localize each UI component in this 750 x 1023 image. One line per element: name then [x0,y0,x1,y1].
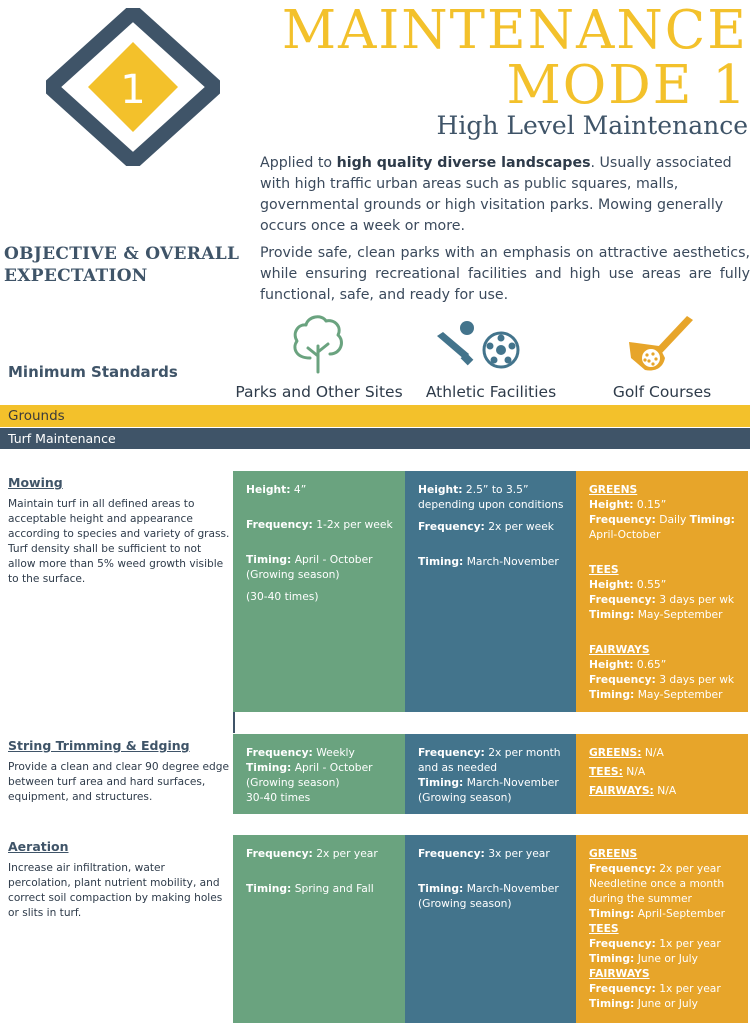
key: Frequency: [589,862,656,875]
tees-heading: TEES [589,563,619,576]
aeration-description: Increase air infiltration, water percolation, plant nutrient mobility, and correct soil compaction by making holes or slits in turf. [8,862,223,919]
value: N/A [641,746,664,759]
row-separator [233,712,748,733]
tree-icon [288,312,348,376]
value: 2x per week [484,520,554,533]
page-title-line2: MODE 1 [506,55,748,116]
key: Timing: [589,997,635,1010]
value: April - October (Growing season) [246,553,373,581]
tees-heading: TEES: [589,765,623,778]
category-athletic-label: Athletic Facilities [425,383,557,401]
key: Height: [418,483,463,496]
mode-1-logo [46,8,220,166]
trimming-parks-cell [233,734,405,814]
key: Timing: [589,907,635,920]
value: May-September [634,688,723,701]
fairways-heading: FAIRWAYS [589,967,650,980]
key: Timing: [689,513,735,526]
value: 1x per year [655,937,721,950]
aeration-athletic-cell [405,835,576,1023]
logo-number: 1 [120,67,146,113]
mowing-title: Mowing [8,475,63,490]
trimming-athletic-cell [405,734,576,814]
turf-maintenance-label: Turf Maintenance [8,431,116,446]
note: 30-40 times [246,791,311,804]
key: Frequency: [418,520,485,533]
category-golf-label: Golf Courses [612,383,712,401]
category-parks-label: Parks and Other Sites [235,383,403,401]
key: Frequency: [418,746,485,759]
key: Frequency: [246,746,313,759]
sports-equipment-icon [435,312,525,376]
key: Timing: [418,555,464,568]
intro-bold: high quality diverse landscapes [336,155,591,171]
key: Height: [246,483,291,496]
key: Frequency: [589,513,656,526]
fairways-heading: FAIRWAYS: [589,784,654,797]
mowing-description: Maintain turf in all defined areas to acceptable height and appearance according to species and variety of grass. Turf density shall be sufficient to not allow more than 5% weed growth visible to the surface. [8,498,230,585]
key: Timing: [589,608,635,621]
minimum-standards-label: Minimum Standards [8,363,178,381]
value: March-November (Growing season) [418,776,559,804]
mowing-athletic-cell [405,471,576,712]
value: Daily [655,513,690,526]
key: Frequency: [246,518,313,531]
value: Weekly [312,746,355,759]
trimming-golf-cell [576,734,748,814]
value: April - October (Growing season) [246,761,373,789]
fairways-heading: FAIRWAYS [589,643,650,656]
aeration-parks-cell [233,835,405,1023]
value: 3x per year [484,847,550,860]
key: Frequency: [589,937,656,950]
key: Timing: [418,882,464,895]
key: Frequency: [589,673,656,686]
intro-paragraph [260,153,750,237]
value: 3 days per wk [655,673,735,686]
value: 2x per year [312,847,378,860]
value: March-November [463,555,559,568]
key: Height: [589,578,634,591]
value: 4” [290,483,307,496]
key: Height: [589,658,634,671]
value: N/A [622,765,646,778]
intro-prefix: Applied to [260,155,337,171]
value: April-October [589,528,661,541]
value: 2x per month and as needed [418,746,561,774]
greens-heading: GREENS [589,847,638,860]
key: Height: [589,498,634,511]
value: 2x per year Needletine once a month during the summer [589,862,725,905]
key: Frequency: [418,847,485,860]
key: Frequency: [246,847,313,860]
key: Frequency: [589,593,656,606]
key: Timing: [589,952,635,965]
value: May-September [634,608,723,621]
value: April-September [634,907,726,920]
intro-suffix: . Usually associated with high traffic urban areas such as public squares, malls, governmental grounds or high visitation parks. Mowing generally occurs once a week or more. [260,155,732,234]
key: Frequency: [589,982,656,995]
mowing-parks-cell [233,471,405,712]
grounds-label: Grounds [8,408,65,424]
key: Timing: [246,553,292,566]
value: 0.65” [633,658,667,671]
golf-club-icon [625,312,701,376]
trimming-title: String Trimming & Edging [8,738,190,753]
value: 0.15” [633,498,667,511]
objective-text: Provide safe, clean parks with an emphasis on attractive aesthetics, while ensuring recreational facilities and high use areas are fully functional, safe, and ready for use. [260,245,750,303]
value: June or July [634,952,698,965]
note: (30-40 times) [246,590,319,603]
key: Timing: [246,761,292,774]
value: 3 days per wk [655,593,735,606]
aeration-title: Aeration [8,839,69,854]
value: 2.5” to 3.5” depending upon conditions [418,483,564,511]
greens-heading: GREENS: [589,746,642,759]
page-title-line1: MAINTENANCE [281,0,748,61]
aeration-golf-cell [576,835,748,1023]
value: N/A [653,784,677,797]
key: Timing: [418,776,464,789]
key: Timing: [589,688,635,701]
greens-heading: GREENS [589,483,638,496]
trimming-description: Provide a clean and clear 90 degree edge between turf area and hard surfaces, equipment, and structures. [8,761,229,803]
grounds-bar [0,405,750,427]
objective-heading: OBJECTIVE & OVERALL EXPECTATION [4,244,240,286]
tees-heading: TEES [589,922,619,935]
value: Spring and Fall [291,882,374,895]
mowing-golf-cell [576,471,748,712]
value: June or July [634,997,698,1010]
value: 1-2x per week [312,518,393,531]
page-subtitle: High Level Maintenance [436,111,748,140]
key: Timing: [246,882,292,895]
value: 0.55” [633,578,667,591]
value: 1x per year [655,982,721,995]
value: March-November (Growing season) [418,882,559,910]
